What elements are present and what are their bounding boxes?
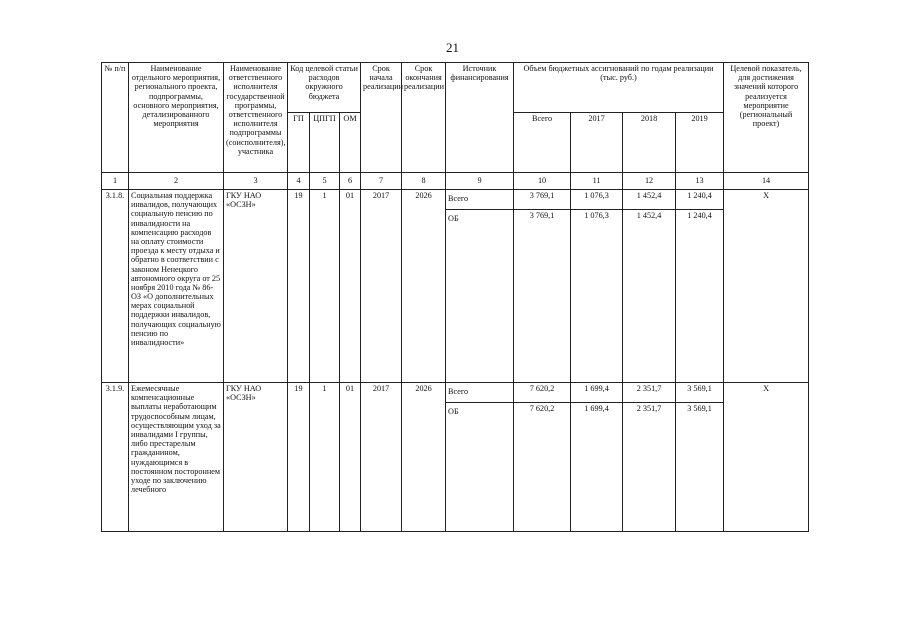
funding-2018: 1 452,4 [623, 190, 676, 210]
funding-2019: 1 240,4 [676, 210, 724, 383]
row-target: Х [724, 190, 809, 383]
column-index: 13 [676, 173, 724, 190]
row-target: Х [724, 383, 809, 532]
row-cpgp: 1 [310, 190, 340, 383]
row-description: Ежемесячные компенсационные выплаты неработающим трудоспособным лицам, осуществляющим уход за инвалидами I группы, либо престарелым гражданином, нуждающимся в постоянном постороннем уходе по заключению лечебного [129, 383, 224, 532]
row-om: 01 [340, 383, 361, 532]
header-2019: 2019 [676, 113, 724, 173]
funding-source: ОБ [446, 403, 514, 532]
funding-total: 7 620,2 [514, 383, 571, 403]
header-om: ОМ [340, 113, 361, 173]
row-gp: 19 [288, 383, 310, 532]
row-number: 3.1.9. [102, 383, 129, 532]
column-index: 1 [102, 173, 129, 190]
funding-total: 3 769,1 [514, 210, 571, 383]
column-index: 5 [310, 173, 340, 190]
column-index: 11 [571, 173, 623, 190]
column-index: 14 [724, 173, 809, 190]
budget-table [101, 62, 809, 532]
row-gp: 19 [288, 190, 310, 383]
header-target: Целевой показатель, для достижения значений которого реализуется мероприятие (региональный проект) [724, 63, 809, 173]
column-index: 2 [129, 173, 224, 190]
row-executor: ГКУ НАО «ОСЗН» [224, 383, 288, 532]
header-start: Срок начала реализации [361, 63, 402, 173]
funding-2018: 2 351,7 [623, 403, 676, 532]
funding-source: Всего [446, 190, 514, 210]
header-name: Наименование отдельного мероприятия, регионального проекта, подпрограммы, основного мероприятия, детализированного мероприятия [129, 63, 224, 173]
funding-source: ОБ [446, 210, 514, 383]
funding-2017: 1 076,3 [571, 210, 623, 383]
header-end: Срок окончания реализации [402, 63, 446, 173]
column-index: 12 [623, 173, 676, 190]
header-row-top [102, 63, 809, 113]
row-end: 2026 [402, 383, 446, 532]
funding-total: 7 620,2 [514, 403, 571, 532]
funding-total: 3 769,1 [514, 190, 571, 210]
header-total: Всего [514, 113, 571, 173]
column-index: 9 [446, 173, 514, 190]
funding-2019: 3 569,1 [676, 383, 724, 403]
row-executor: ГКУ НАО «ОСЗН» [224, 190, 288, 383]
header-cpgp: ЦПГП [310, 113, 340, 173]
funding-2017: 1 699,4 [571, 383, 623, 403]
column-index: 3 [224, 173, 288, 190]
header-num: № п/п [102, 63, 129, 173]
row-number: 3.1.8. [102, 190, 129, 383]
funding-source: Всего [446, 383, 514, 403]
header-code-group: Код целевой статьи расходов окружного бюджета [288, 63, 361, 113]
header-source: Источник финансирования [446, 63, 514, 173]
row-om: 01 [340, 190, 361, 383]
table-row [102, 383, 809, 403]
funding-2017: 1 076,3 [571, 190, 623, 210]
funding-2018: 1 452,4 [623, 210, 676, 383]
header-volume-group: Объем бюджетных ассигнований по годам реализации (тыс. руб.) [514, 63, 724, 113]
funding-2019: 1 240,4 [676, 190, 724, 210]
header-executor: Наименование ответственного исполнителя государственной программы, ответственного исполнителя подпрограммы (соисполнителя), участника [224, 63, 288, 173]
row-end: 2026 [402, 190, 446, 383]
column-index: 6 [340, 173, 361, 190]
column-index-row [102, 173, 809, 190]
column-index: 4 [288, 173, 310, 190]
header-2017: 2017 [571, 113, 623, 173]
row-start: 2017 [361, 190, 402, 383]
header-gp: ГП [288, 113, 310, 173]
page-number: 21 [446, 40, 459, 55]
column-index: 7 [361, 173, 402, 190]
column-index: 8 [402, 173, 446, 190]
row-start: 2017 [361, 383, 402, 532]
column-index: 10 [514, 173, 571, 190]
funding-2017: 1 699,4 [571, 403, 623, 532]
funding-2018: 2 351,7 [623, 383, 676, 403]
row-cpgp: 1 [310, 383, 340, 532]
funding-2019: 3 569,1 [676, 403, 724, 532]
table-row [102, 190, 809, 210]
row-description: Социальная поддержка инвалидов, получающих социальную пенсию по инвалидности на компенсацию расходов на оплату стоимости проезда к месту отдыха и обратно в соответствии с законом Ненецкого автономного округа от 25 ноября 2010 года № 86-ОЗ «О дополнительных мерах социальной поддержки инвалидов, получающих социальную пенсию по инвалидности» [129, 190, 224, 383]
header-2018: 2018 [623, 113, 676, 173]
